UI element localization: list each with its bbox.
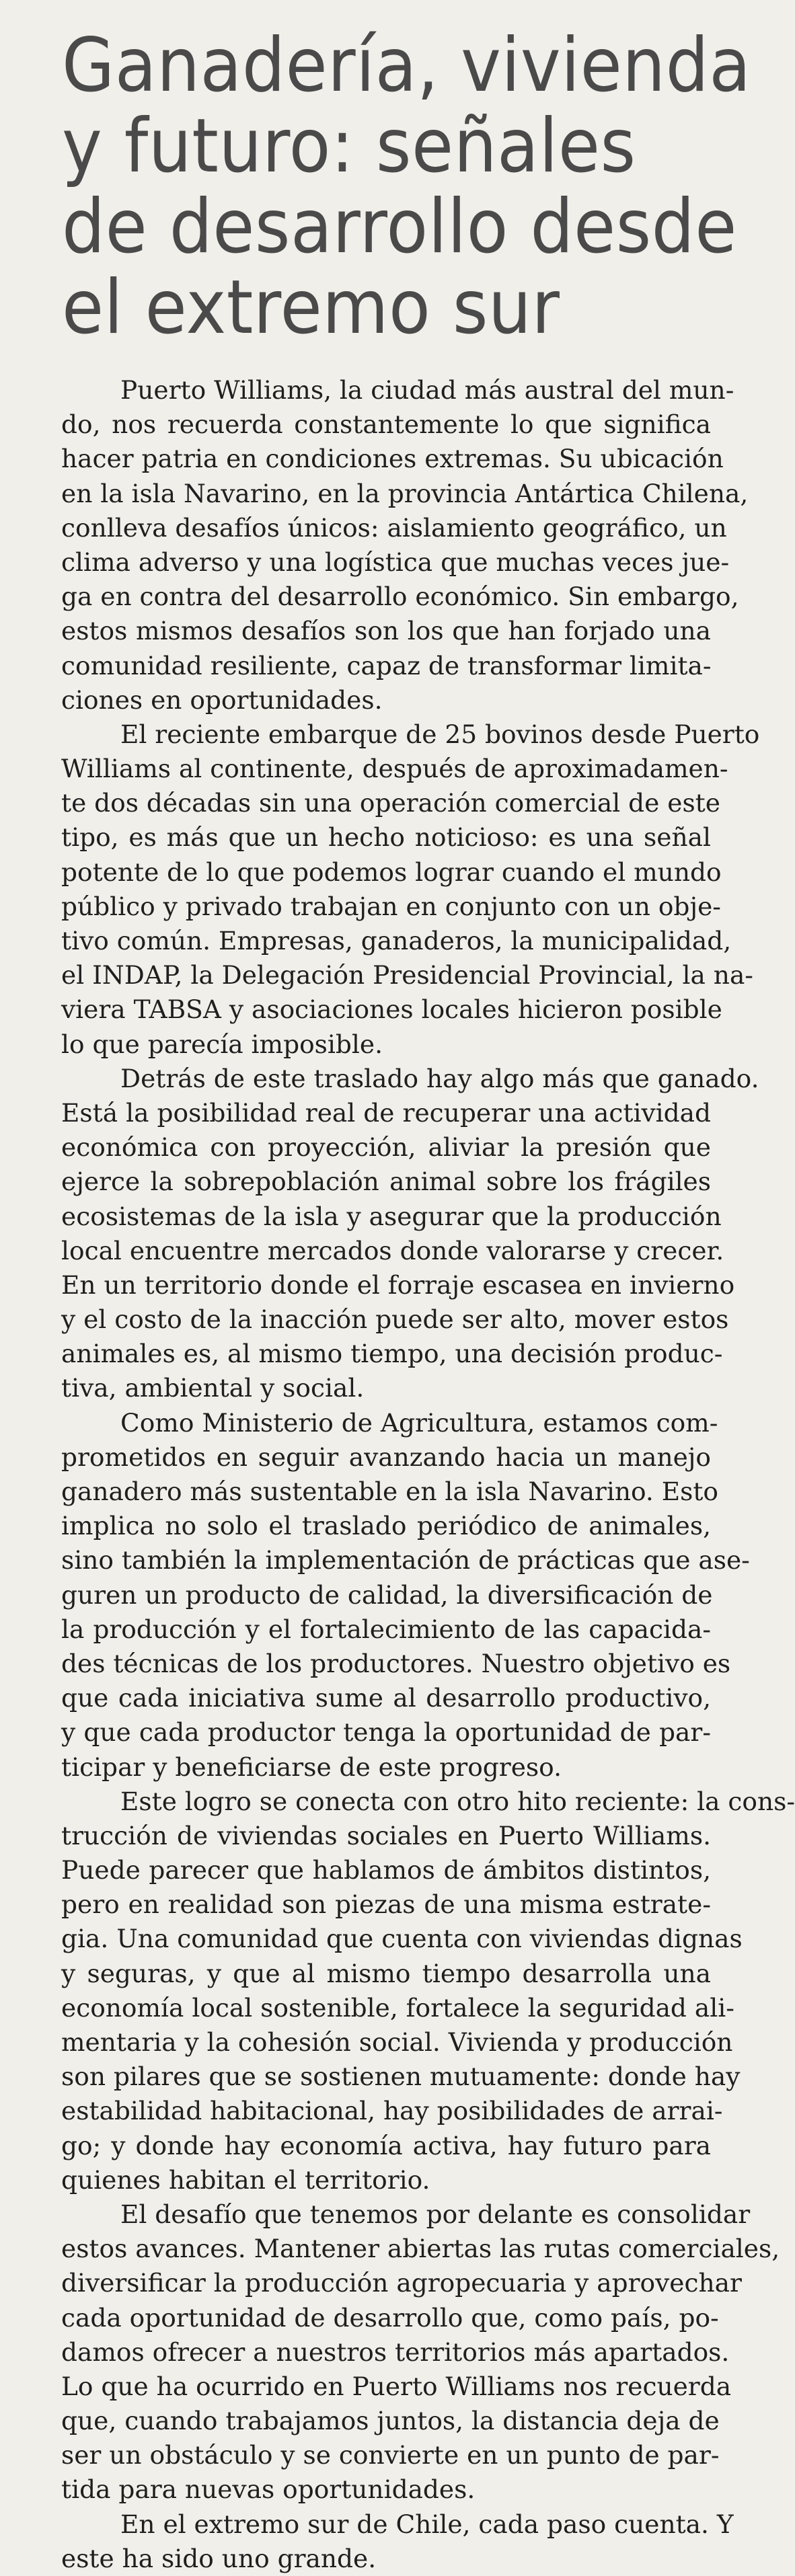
article-line: Puede parecer que hablamos de ámbitos distintos, (61, 1855, 711, 1885)
article-paragraph (61, 1785, 795, 2197)
article-line: En un territorio donde el forraje escasea en invierno (61, 1270, 735, 1300)
article-line: estos avances. Mantener abiertas las rutas comerciales, (61, 2234, 780, 2264)
article-line: trucción de viviendas sociales en Puerto Williams. (61, 1820, 711, 1850)
article-line: des técnicas de los productores. Nuestro objetivo es (61, 1648, 731, 1678)
article-paragraph (61, 2197, 780, 2507)
article-line: y el costo de la inacción puede ser alto, mover estos (61, 1304, 729, 1335)
article-line: ecosistemas de la isla y asegurar que la producción (61, 1201, 722, 1231)
article-line: go; y donde hay economía activa, hay futuro para (61, 2130, 711, 2160)
article-line: ga en contra del desarrollo económico. Sin embargo, (61, 582, 739, 612)
article-line: ser un obstáculo y se convierte en un punto de par- (61, 2440, 720, 2470)
article-line: Williams al continente, después de aproximadamen- (61, 754, 728, 784)
article-paragraph (61, 2507, 734, 2576)
article-line: implica no solo el traslado periódico de animales, (61, 1511, 711, 1541)
article-line: y seguras, y que al mismo tiempo desarrolla una (61, 1958, 711, 1988)
article-line: en la isla Navarino, en la provincia Antártica Chilena, (61, 478, 749, 508)
article-line: local encuentre mercados donde valorarse y crecer. (61, 1235, 724, 1265)
article-line: Como Ministerio de Agricultura, estamos com- (120, 1407, 718, 1438)
article-line: hacer patria en condiciones extremas. Su ubicación (61, 444, 724, 474)
article-line: En el extremo sur de Chile, cada paso cuenta. Y (120, 2509, 734, 2539)
article-line: económica con proyección, aliviar la presión que (61, 1132, 711, 1163)
headline-line: de desarrollo desde (62, 184, 737, 270)
article-line: mentaria y la cohesión social. Vivienda y producción (61, 2027, 733, 2057)
article-line: comunidad resiliente, capaz de transformar limita- (61, 650, 712, 680)
article-line: tipo, es más que un hecho noticioso: es una señal (61, 822, 711, 853)
article-line: son pilares que se sostienen mutuamente: donde hay (61, 2062, 741, 2092)
article-line: damos ofrecer a nuestros territorios más apartados. (61, 2337, 730, 2367)
article-line: do, nos recuerda constantemente lo que significa (61, 409, 711, 440)
headline (62, 22, 751, 351)
article-line: Lo que ha ocurrido en Puerto Williams nos recuerda (61, 2371, 732, 2401)
article-line: estos mismos desafíos son los que han forjado una (61, 616, 711, 646)
headline-line: Ganadería, vivienda (62, 22, 751, 109)
article-line: quienes habitan el territorio. (61, 2164, 430, 2195)
article-line: potente de lo que podemos lograr cuando el mundo (61, 857, 722, 887)
headline-line: el extremo sur (62, 264, 560, 351)
article-line: guren un producto de calidad, la diversificación de (61, 1579, 713, 1610)
article-paragraph (61, 373, 749, 717)
article-paragraph (61, 717, 760, 1062)
headline-line: y futuro: señales (62, 103, 636, 190)
article-line: ganadero más sustentable en la isla Navarino. Esto (61, 1477, 719, 1506)
article-line: sino también la implementación de prácticas que ase- (61, 1545, 750, 1575)
article-line: y que cada productor tenga la oportunidad de par- (61, 1717, 711, 1748)
article-line: tiva, ambiental y social. (61, 1373, 365, 1403)
article-line: animales es, al mismo tiempo, una decisión produc- (61, 1339, 723, 1369)
article-line: diversificar la producción agropecuaria y aprovechar (61, 2268, 742, 2298)
article-line: público y privado trabajan en conjunto con un obje- (61, 891, 721, 921)
article-line: Este logro se conecta con otro hito reciente: la cons- (120, 1786, 795, 1816)
article-line: te dos décadas sin una operación comercial de este (61, 788, 720, 818)
article-line: economía local sostenible, fortalece la seguridad ali- (61, 1992, 734, 2023)
article-line: este ha sido uno grande. (61, 2543, 377, 2573)
article-line: estabilidad habitacional, hay posibilidades de arrai- (61, 2096, 723, 2126)
article-line: el INDAP, la Delegación Presidencial Provincial, la na- (61, 960, 753, 990)
article-line: Puerto Williams, la ciudad más austral del mun- (120, 375, 734, 405)
article-line: El desafío que tenemos por delante es consolidar (120, 2199, 751, 2229)
article-line: tivo común. Empresas, ganaderos, la municipalidad, (61, 926, 732, 955)
article-line: El reciente embarque de 25 bovinos desde Puerto (120, 719, 760, 749)
article-line: prometidos en seguir avanzando hacia un manejo (61, 1442, 711, 1472)
article-paragraph (61, 1406, 750, 1785)
article-line: ticipar y beneficiarse de este progreso. (61, 1752, 562, 1782)
article-line: pero en realidad son piezas de una misma estrate- (61, 1889, 711, 1920)
article-line: Detrás de este traslado hay algo más que ganado. (120, 1063, 759, 1093)
article-line: clima adverso y una logística que muchas veces jue- (61, 547, 730, 577)
article-line: la producción y el fortalecimiento de las capacida- (61, 1614, 711, 1644)
article-line: ejerce la sobrepoblación animal sobre los frágiles (61, 1167, 711, 1197)
article-line: tida para nuevas oportunidades. (61, 2474, 476, 2505)
article-body (61, 373, 795, 2576)
article-line: Está la posibilidad real de recuperar una actividad (61, 1097, 711, 1128)
article-line: gia. Una comunidad que cuenta con viviendas dignas (61, 1924, 743, 1954)
article-line: que cada iniciativa sume al desarrollo productivo, (61, 1683, 711, 1713)
article-line: que, cuando trabajamos juntos, la distancia deja de (61, 2406, 720, 2436)
article-line: conlleva desafíos únicos: aislamiento geográfico, un (61, 512, 727, 543)
article-line: cada oportunidad de desarrollo que, como país, po- (61, 2302, 719, 2333)
article-line: lo que parecía imposible. (61, 1029, 383, 1059)
article-line: ciones en oportunidades. (61, 685, 383, 715)
article-line: viera TABSA y asociaciones locales hicieron posible (61, 994, 722, 1025)
article-paragraph (61, 1062, 759, 1406)
